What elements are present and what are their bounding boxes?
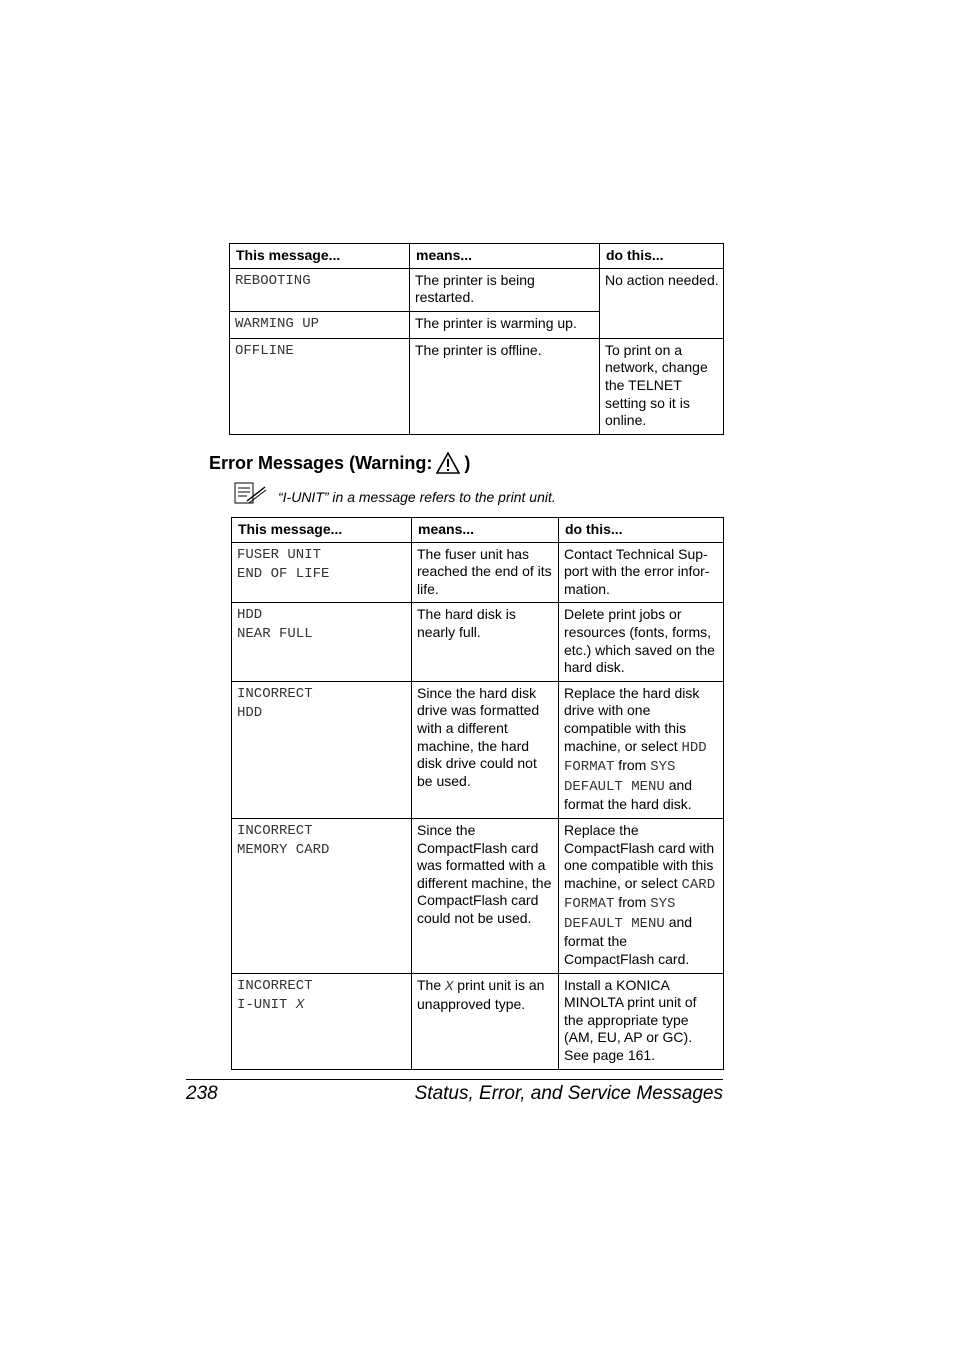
column-header-means: means...: [412, 518, 559, 543]
variable-x: X: [295, 996, 305, 1013]
menu-code: HDD FORMAT: [564, 739, 707, 776]
action-text: Replace the CompactFlash card with one compatible with this machine, or select CARD FORMAT from SYS DEFAULT MENU and format the CompactFlash card.: [559, 818, 724, 973]
message-code: [232, 818, 412, 973]
message-code: [232, 542, 412, 603]
action-text: To print on a network, change the TELNET setting so it is online.: [600, 338, 724, 434]
message-line: END OF LIFE: [237, 565, 330, 582]
table-row: [232, 973, 724, 1069]
chapter-title: Status, Error, and Service Messages: [414, 1083, 723, 1104]
column-header-message: This message...: [232, 518, 412, 543]
table-row: [230, 268, 724, 311]
message-line: HDD: [237, 607, 263, 624]
message-code: WARMING UP: [230, 311, 410, 338]
table-row: [230, 338, 724, 434]
warning-messages-table: [231, 517, 724, 1070]
meaning-text: The printer is warming up.: [410, 311, 600, 338]
action-text: Delete print jobs or resources (fonts, forms, etc.) which saved on the hard disk.: [559, 603, 724, 681]
action-text: Install a KONICA MINOLTA print unit of the appropriate type (AM, EU, AP or GC). See page 161.: [559, 973, 724, 1069]
menu-code: CARD FORMAT: [564, 876, 716, 913]
variable-x: X: [445, 978, 454, 995]
message-line: INCORRECT: [237, 977, 313, 994]
note-pencil-icon: [233, 481, 267, 505]
action-text: Contact Technical Sup-port with the error infor-mation.: [559, 542, 724, 603]
action-text: Replace the hard disk drive with one compatible with this machine, or select HDD FORMAT from SYS DEFAULT MENU and format the hard disk.: [559, 681, 724, 818]
menu-code: SYS DEFAULT MENU: [564, 896, 676, 932]
footer-rule: [186, 1079, 723, 1080]
message-code: REBOOTING: [230, 268, 410, 311]
message-code: [232, 681, 412, 818]
table-row: [232, 542, 724, 603]
message-code: [232, 603, 412, 681]
column-header-action: do this...: [600, 244, 724, 269]
meaning-text: The printer is being restarted.: [410, 268, 600, 311]
message-code: OFFLINE: [230, 338, 410, 434]
message-line: FUSER UNIT: [237, 546, 322, 563]
message-line: I-UNIT X: [237, 996, 305, 1013]
column-header-means: means...: [410, 244, 600, 269]
menu-code: SYS DEFAULT MENU: [564, 759, 676, 795]
message-line: INCORRECT: [237, 685, 313, 702]
meaning-text: Since the hard disk drive was formatted with a different machine, the hard disk drive could not be used.: [412, 681, 559, 818]
status-messages-table: [229, 243, 724, 435]
action-text: No action needed.: [600, 268, 724, 338]
column-header-action: do this...: [559, 518, 724, 543]
message-line: MEMORY CARD: [237, 841, 330, 858]
table-row: [232, 818, 724, 973]
note-text: “I-UNIT” in a message refers to the print unit.: [278, 489, 556, 505]
message-line: NEAR FULL: [237, 626, 313, 643]
heading-text: Error Messages (Warning:: [209, 452, 433, 473]
warning-triangle-icon: [436, 451, 460, 475]
message-line: INCORRECT: [237, 822, 313, 839]
section-heading: [209, 451, 470, 475]
meaning-text: The X print unit is an unapproved type.: [412, 973, 559, 1069]
meaning-text: Since the CompactFlash card was formatted with a different machine, the CompactFlash card could not be used.: [412, 818, 559, 973]
message-code: [232, 973, 412, 1069]
page-number: 238: [186, 1083, 218, 1104]
table-row: [232, 681, 724, 818]
column-header-message: This message...: [230, 244, 410, 269]
message-line: HDD: [237, 704, 263, 721]
meaning-text: The fuser unit has reached the end of its life.: [412, 542, 559, 603]
table-row: [232, 603, 724, 681]
meaning-text: The hard disk is nearly full.: [412, 603, 559, 681]
heading-close: ): [464, 452, 471, 473]
meaning-text: The printer is offline.: [410, 338, 600, 434]
